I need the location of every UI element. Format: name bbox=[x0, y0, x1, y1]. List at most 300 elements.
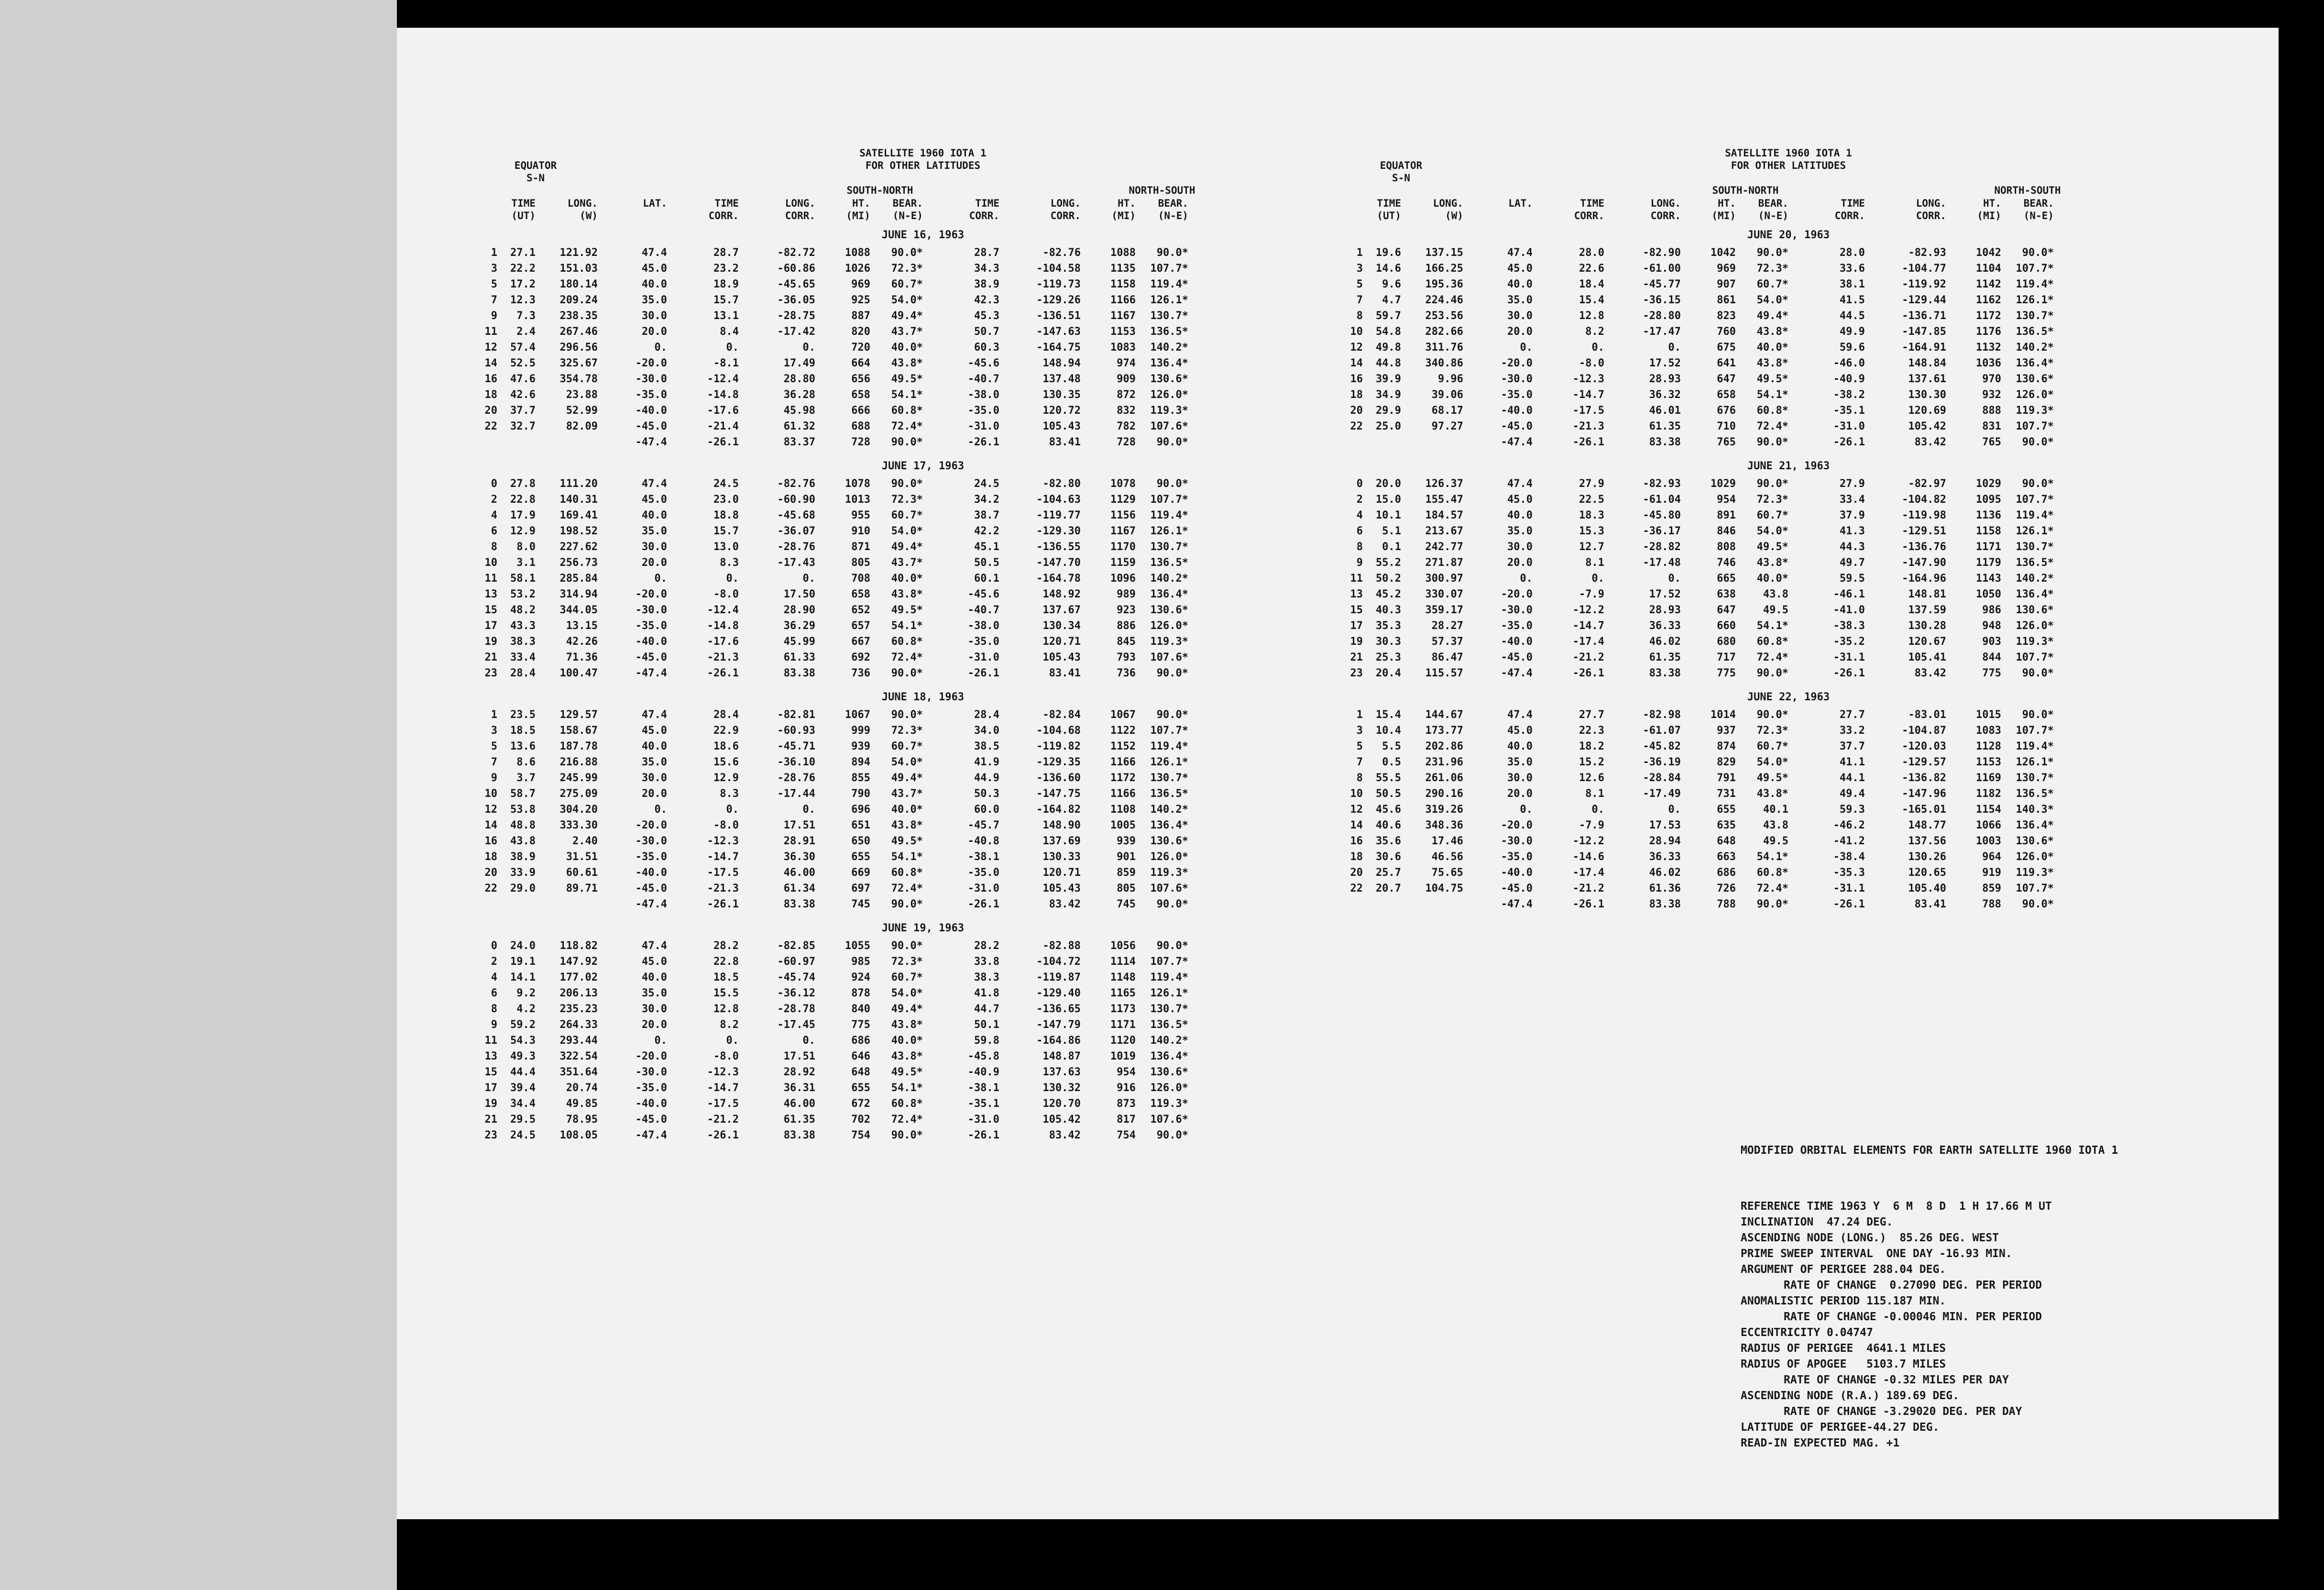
table-cell: 11 bbox=[484, 1035, 497, 1047]
table-row bbox=[1344, 371, 2233, 387]
table-cell: -30.0 bbox=[1501, 835, 1533, 847]
table-cell: 726 bbox=[1717, 883, 1736, 894]
table-cell: 909 bbox=[1117, 373, 1136, 385]
table-cell: 9 bbox=[491, 1019, 497, 1031]
table-cell: 72.3* bbox=[891, 725, 923, 737]
table-cell: 817 bbox=[1117, 1114, 1136, 1126]
table-cell: 1132 bbox=[1976, 342, 2001, 353]
table-cell: 39.9 bbox=[1376, 373, 1401, 385]
table-cell: 728 bbox=[1117, 436, 1136, 448]
table-cell: -30.0 bbox=[1501, 373, 1533, 385]
table-cell: 45.2 bbox=[1376, 588, 1401, 600]
table-cell: 177.02 bbox=[559, 972, 598, 983]
table-cell: -26.1 bbox=[1572, 898, 1604, 910]
table-cell: -12.3 bbox=[1572, 373, 1604, 385]
table-cell: -120.03 bbox=[1902, 740, 1946, 752]
table-cell: -17.47 bbox=[1643, 326, 1681, 338]
table-cell: 775 bbox=[851, 1019, 870, 1031]
table-cell: 22 bbox=[484, 883, 497, 894]
table-cell: 13.15 bbox=[566, 620, 598, 632]
table-cell: 227.62 bbox=[559, 541, 598, 553]
table-cell: -36.19 bbox=[1643, 756, 1681, 768]
table-cell: 28.7 bbox=[974, 247, 999, 259]
table-cell: 40.3 bbox=[1376, 604, 1401, 616]
table-cell: -40.0 bbox=[1501, 867, 1533, 879]
table-cell: -30.0 bbox=[635, 373, 667, 385]
table-cell: -26.1 bbox=[707, 667, 739, 679]
table-cell: 1108 bbox=[1110, 804, 1136, 816]
table-cell: 50.3 bbox=[974, 788, 999, 800]
table-cell: 119.3* bbox=[1150, 405, 1188, 417]
table-cell: 42.3 bbox=[974, 294, 999, 306]
table-cell: 28.0 bbox=[1579, 247, 1604, 259]
table-cell: 8.2 bbox=[720, 1019, 739, 1031]
table-cell: 21 bbox=[484, 651, 497, 663]
table-cell: 1153 bbox=[1110, 326, 1136, 338]
table-cell: -47.4 bbox=[635, 436, 667, 448]
table-cell: -8.0 bbox=[713, 588, 739, 600]
table-cell: 20.0 bbox=[1507, 788, 1533, 800]
table-cell: 15.5 bbox=[713, 987, 739, 999]
table-cell: -35.1 bbox=[967, 1098, 999, 1110]
table-cell: 16 bbox=[1350, 835, 1363, 847]
table-cell: 45.6 bbox=[1376, 804, 1401, 816]
table-cell: 209.24 bbox=[559, 294, 598, 306]
table-cell: 151.03 bbox=[559, 263, 598, 275]
left-south-north-label: SOUTH-NORTH bbox=[846, 185, 913, 196]
table-row bbox=[478, 292, 1368, 308]
table-cell: 12.6 bbox=[1579, 772, 1604, 784]
table-cell: 60.7* bbox=[891, 972, 923, 983]
table-cell: 90.0* bbox=[891, 478, 923, 490]
table-cell: -26.1 bbox=[707, 436, 739, 448]
table-cell: 840 bbox=[851, 1003, 870, 1015]
table-row bbox=[1344, 739, 2233, 754]
table-cell: 60.7* bbox=[1756, 278, 1788, 290]
table-cell: 0. bbox=[802, 342, 815, 353]
table-cell: 49.5 bbox=[1763, 604, 1788, 616]
table-cell: -40.0 bbox=[1501, 405, 1533, 417]
table-cell: 105.41 bbox=[1908, 651, 1946, 663]
table-cell: -47.4 bbox=[635, 898, 667, 910]
table-row bbox=[478, 802, 1368, 817]
right-col-header: LONG. (W) bbox=[1433, 198, 1463, 221]
table-cell: 90.0* bbox=[1156, 247, 1188, 259]
table-cell: 359.17 bbox=[1425, 604, 1463, 616]
table-cell: 36.28 bbox=[783, 389, 815, 401]
table-cell: 47.4 bbox=[642, 247, 667, 259]
table-cell: 49.5* bbox=[1756, 772, 1788, 784]
table-cell: 1170 bbox=[1110, 541, 1136, 553]
table-cell: -35.0 bbox=[967, 867, 999, 879]
table-cell: 692 bbox=[851, 651, 870, 663]
table-cell: 0. bbox=[1668, 573, 1681, 585]
table-cell: -147.79 bbox=[1036, 1019, 1081, 1031]
table-row bbox=[478, 1112, 1368, 1127]
table-cell: 0. bbox=[1668, 804, 1681, 816]
table-cell: -136.71 bbox=[1902, 310, 1946, 322]
table-cell: 22 bbox=[1350, 420, 1363, 432]
table-cell: 8.2 bbox=[1585, 326, 1604, 338]
table-row bbox=[1344, 355, 2233, 371]
table-cell: -38.0 bbox=[967, 620, 999, 632]
table-cell: 136.4* bbox=[2016, 357, 2054, 369]
table-cell: 658 bbox=[1717, 389, 1736, 401]
table-cell: 148.87 bbox=[1042, 1050, 1081, 1062]
table-row bbox=[478, 954, 1368, 970]
table-cell: -136.55 bbox=[1036, 541, 1081, 553]
table-cell: -36.17 bbox=[1643, 525, 1681, 537]
table-cell: 676 bbox=[1717, 405, 1736, 417]
table-cell: 1166 bbox=[1110, 294, 1136, 306]
table-cell: 90.0* bbox=[2022, 478, 2054, 490]
table-cell: 651 bbox=[851, 819, 870, 831]
table-cell: 35.0 bbox=[642, 756, 667, 768]
table-cell: 7 bbox=[1356, 756, 1363, 768]
table-cell: 7 bbox=[1356, 294, 1363, 306]
table-cell: 1152 bbox=[1110, 740, 1136, 752]
table-row bbox=[1344, 865, 2233, 881]
table-cell: -26.1 bbox=[967, 667, 999, 679]
right-col-header: LONG. CORR. bbox=[1650, 198, 1681, 221]
table-cell: 13 bbox=[1350, 588, 1363, 600]
table-cell: 90.0* bbox=[1756, 709, 1788, 721]
table-cell: 844 bbox=[1982, 651, 2001, 663]
table-cell: 120.71 bbox=[1042, 867, 1081, 879]
table-cell: 49.4* bbox=[1756, 310, 1788, 322]
table-cell: 105.42 bbox=[1908, 420, 1946, 432]
table-cell: 901 bbox=[1117, 851, 1136, 863]
table-cell bbox=[1344, 896, 1363, 912]
left-day-block bbox=[478, 919, 1368, 1143]
orbital-element-line: ANOMALISTIC PERIOD 115.187 MIN. bbox=[1741, 1295, 1946, 1307]
table-cell: -28.76 bbox=[777, 772, 815, 784]
table-cell: 22 bbox=[484, 420, 497, 432]
table-cell: 969 bbox=[1717, 263, 1736, 275]
table-cell: 12.7 bbox=[1579, 541, 1604, 553]
table-cell: 6 bbox=[491, 987, 497, 999]
table-row bbox=[478, 865, 1368, 881]
table-row bbox=[1344, 634, 2233, 650]
table-cell: 1050 bbox=[1976, 588, 2001, 600]
table-cell: 924 bbox=[851, 972, 870, 983]
table-cell: 650 bbox=[851, 835, 870, 847]
table-cell: 126.0* bbox=[1150, 1082, 1188, 1094]
table-cell: 120.69 bbox=[1908, 405, 1946, 417]
table-row bbox=[478, 754, 1368, 770]
table-cell: 47.4 bbox=[1507, 478, 1533, 490]
table-cell: 136.5* bbox=[1150, 1019, 1188, 1031]
table-cell: -82.84 bbox=[1042, 709, 1081, 721]
table-cell: 140.2* bbox=[2016, 573, 2054, 585]
table-cell: 0. bbox=[1520, 804, 1533, 816]
table-cell: -119.73 bbox=[1036, 278, 1081, 290]
table-cell: 937 bbox=[1717, 725, 1736, 737]
table-cell: 48.2 bbox=[510, 604, 536, 616]
table-cell: 130.6* bbox=[2016, 373, 2054, 385]
table-cell: 22.2 bbox=[510, 263, 536, 275]
table-cell: 148.90 bbox=[1042, 819, 1081, 831]
table-cell: 40.0* bbox=[891, 342, 923, 353]
table-cell: 30.0 bbox=[642, 310, 667, 322]
table-cell: 296.56 bbox=[559, 342, 598, 353]
table-cell: 28.93 bbox=[1649, 604, 1681, 616]
table-row bbox=[1344, 340, 2233, 355]
table-cell: 83.42 bbox=[1049, 898, 1081, 910]
table-cell: 27.9 bbox=[1579, 478, 1604, 490]
table-cell: -104.63 bbox=[1036, 494, 1081, 506]
scanner-margin bbox=[0, 0, 397, 1590]
table-row bbox=[478, 371, 1368, 387]
table-cell: 1148 bbox=[1110, 972, 1136, 983]
table-cell: 1171 bbox=[1110, 1019, 1136, 1031]
table-cell: 90.0* bbox=[2022, 667, 2054, 679]
table-cell: 43.7* bbox=[891, 326, 923, 338]
table-cell: 38.9 bbox=[510, 851, 536, 863]
table-cell: 8 bbox=[1356, 772, 1363, 784]
table-cell: 59.7 bbox=[1376, 310, 1401, 322]
table-row bbox=[478, 586, 1368, 602]
table-cell: -82.90 bbox=[1643, 247, 1681, 259]
table-cell: -28.82 bbox=[1643, 541, 1681, 553]
table-cell: 8.0 bbox=[516, 541, 536, 553]
table-cell: 60.8* bbox=[1756, 636, 1788, 648]
day-header: JUNE 17, 1963 bbox=[881, 460, 965, 472]
table-cell: 43.8 bbox=[510, 835, 536, 847]
table-cell: 18 bbox=[484, 389, 497, 401]
table-cell: -35.0 bbox=[635, 620, 667, 632]
table-cell: 136.5* bbox=[1150, 326, 1188, 338]
table-cell: 20.0 bbox=[642, 326, 667, 338]
table-cell: 18.6 bbox=[713, 740, 739, 752]
table-cell: 667 bbox=[851, 636, 870, 648]
table-cell: 351.64 bbox=[559, 1066, 598, 1078]
table-cell: -47.4 bbox=[635, 667, 667, 679]
table-cell: 12 bbox=[1350, 342, 1363, 353]
table-cell: -147.70 bbox=[1036, 557, 1081, 569]
orbital-element-line: REFERENCE TIME 1963 Y 6 M 8 D 1 H 17.66 M UT bbox=[1741, 1200, 2052, 1213]
table-cell: 60.7* bbox=[1756, 740, 1788, 752]
table-cell: 49.4* bbox=[891, 310, 923, 322]
table-cell: 1165 bbox=[1110, 987, 1136, 999]
table-cell: 72.4* bbox=[1756, 420, 1788, 432]
table-cell: 648 bbox=[1717, 835, 1736, 847]
table-cell: -164.86 bbox=[1036, 1035, 1081, 1047]
table-cell: 130.7* bbox=[2016, 541, 2054, 553]
table-cell: -104.82 bbox=[1902, 494, 1946, 506]
table-cell: 846 bbox=[1717, 525, 1736, 537]
table-cell: -38.2 bbox=[1833, 389, 1865, 401]
table-cell: 126.37 bbox=[1425, 478, 1463, 490]
table-cell: 28.0 bbox=[1840, 247, 1865, 259]
table-cell: 72.3* bbox=[891, 263, 923, 275]
table-cell: 1013 bbox=[845, 494, 870, 506]
table-cell: -21.3 bbox=[707, 883, 739, 894]
table-row bbox=[478, 308, 1368, 324]
table-cell: 18 bbox=[484, 851, 497, 863]
right-col-header: LONG. CORR. bbox=[1916, 198, 1946, 221]
table-cell: -14.8 bbox=[707, 620, 739, 632]
table-cell: -28.76 bbox=[777, 541, 815, 553]
table-cell: -82.76 bbox=[1042, 247, 1081, 259]
table-cell: 107.7* bbox=[2016, 725, 2054, 737]
table-cell: 202.86 bbox=[1425, 740, 1463, 752]
table-cell: 8.4 bbox=[720, 326, 739, 338]
table-cell: -82.98 bbox=[1643, 709, 1681, 721]
table-cell: -36.12 bbox=[777, 987, 815, 999]
table-cell: 18 bbox=[1350, 389, 1363, 401]
table-cell: -14.8 bbox=[707, 389, 739, 401]
table-cell: 18.2 bbox=[1579, 740, 1604, 752]
table-cell: 55.2 bbox=[1376, 557, 1401, 569]
table-cell: -17.5 bbox=[707, 1098, 739, 1110]
table-cell: -31.1 bbox=[1833, 651, 1865, 663]
orbital-element-line: ARGUMENT OF PERIGEE 288.04 DEG. bbox=[1741, 1263, 1946, 1276]
table-cell: -47.4 bbox=[1501, 436, 1533, 448]
table-row bbox=[478, 786, 1368, 802]
table-cell: 0. bbox=[802, 573, 815, 585]
table-cell: -38.1 bbox=[967, 1082, 999, 1094]
table-cell: 16 bbox=[484, 373, 497, 385]
table-cell: 60.7* bbox=[891, 509, 923, 521]
table-cell: 0. bbox=[654, 1035, 667, 1047]
table-cell: -17.6 bbox=[707, 636, 739, 648]
table-cell: 137.56 bbox=[1908, 835, 1946, 847]
table-cell: 58.1 bbox=[510, 573, 536, 585]
left-column-headers bbox=[478, 197, 1188, 222]
table-cell: 18.3 bbox=[1579, 509, 1604, 521]
table-cell: 245.99 bbox=[559, 772, 598, 784]
table-cell: -26.1 bbox=[1833, 667, 1865, 679]
table-cell: 35.0 bbox=[642, 525, 667, 537]
table-cell: 126.1* bbox=[2016, 756, 2054, 768]
table-cell: 72.3* bbox=[891, 494, 923, 506]
table-cell: 72.4* bbox=[891, 1114, 923, 1126]
table-cell: 344.05 bbox=[559, 604, 598, 616]
table-cell: 130.6* bbox=[1150, 604, 1188, 616]
table-cell: 45.99 bbox=[783, 636, 815, 648]
table-cell: 293.44 bbox=[559, 1035, 598, 1047]
table-cell: 872 bbox=[1117, 389, 1136, 401]
table-cell: 746 bbox=[1717, 557, 1736, 569]
table-cell: 19 bbox=[1350, 636, 1363, 648]
left-sn-label: S-N bbox=[526, 172, 545, 184]
table-cell: 8 bbox=[1356, 541, 1363, 553]
table-cell: 0. bbox=[802, 1035, 815, 1047]
table-cell: 47.4 bbox=[642, 709, 667, 721]
table-cell: 20.0 bbox=[1376, 478, 1401, 490]
table-cell: 15.3 bbox=[1579, 525, 1604, 537]
right-day-blocks bbox=[1344, 226, 2233, 912]
table-cell: -20.0 bbox=[1501, 588, 1533, 600]
table-cell: -40.8 bbox=[967, 835, 999, 847]
table-cell: -45.0 bbox=[635, 420, 667, 432]
table-cell: 954 bbox=[1717, 494, 1736, 506]
table-cell: 1067 bbox=[1110, 709, 1136, 721]
table-cell: -45.77 bbox=[1643, 278, 1681, 290]
table-cell: 1096 bbox=[1110, 573, 1136, 585]
table-cell: -28.84 bbox=[1643, 772, 1681, 784]
orbital-elements-lines bbox=[1741, 1199, 2118, 1451]
table-cell: -119.98 bbox=[1902, 509, 1946, 521]
left-day-block bbox=[478, 457, 1368, 681]
table-cell: 910 bbox=[851, 525, 870, 537]
table-cell: 0.1 bbox=[1382, 541, 1401, 553]
table-cell: 158.67 bbox=[559, 725, 598, 737]
table-cell: 90.0* bbox=[1756, 667, 1788, 679]
table-cell: 130.6* bbox=[1150, 1066, 1188, 1078]
table-cell: -30.0 bbox=[635, 1066, 667, 1078]
table-cell: 0. bbox=[1591, 573, 1604, 585]
table-cell: -20.0 bbox=[1501, 357, 1533, 369]
table-cell: 19.6 bbox=[1376, 247, 1401, 259]
table-cell: 30.0 bbox=[1507, 772, 1533, 784]
table-cell: 1 bbox=[491, 247, 497, 259]
table-cell: 17.9 bbox=[510, 509, 536, 521]
table-cell: 765 bbox=[1982, 436, 2001, 448]
table-cell: 40.0 bbox=[642, 740, 667, 752]
table-cell: 24.5 bbox=[510, 1129, 536, 1141]
table-cell: 15.4 bbox=[1579, 294, 1604, 306]
table-cell: 60.61 bbox=[566, 867, 598, 879]
table-cell: -82.93 bbox=[1643, 478, 1681, 490]
table-cell: 10 bbox=[1350, 326, 1363, 338]
table-cell: 43.7* bbox=[891, 557, 923, 569]
table-cell: -17.6 bbox=[707, 405, 739, 417]
table-row bbox=[478, 723, 1368, 739]
table-cell: 985 bbox=[851, 956, 870, 968]
table-cell: 35.0 bbox=[642, 987, 667, 999]
table-cell: 669 bbox=[851, 867, 870, 879]
table-row bbox=[478, 770, 1368, 786]
table-cell: 27.8 bbox=[510, 478, 536, 490]
table-cell: 57.4 bbox=[510, 342, 536, 353]
table-cell: 782 bbox=[1117, 420, 1136, 432]
table-cell: 686 bbox=[1717, 867, 1736, 879]
table-cell: 29.0 bbox=[510, 883, 536, 894]
table-row bbox=[1344, 786, 2233, 802]
table-cell: -45.0 bbox=[1501, 651, 1533, 663]
table-cell: -40.0 bbox=[635, 405, 667, 417]
table-cell: 118.82 bbox=[559, 940, 598, 952]
table-cell: -36.07 bbox=[777, 525, 815, 537]
table-cell: 17 bbox=[484, 1082, 497, 1094]
table-cell: 0. bbox=[726, 342, 739, 353]
table-cell: -35.0 bbox=[635, 1082, 667, 1094]
table-cell: -40.9 bbox=[967, 1066, 999, 1078]
table-cell: 1083 bbox=[1976, 725, 2001, 737]
table-cell: 44.5 bbox=[1840, 310, 1865, 322]
table-cell: 130.6* bbox=[2016, 604, 2054, 616]
table-cell: 1153 bbox=[1976, 756, 2001, 768]
table-cell: 42.6 bbox=[510, 389, 536, 401]
table-cell: 75.65 bbox=[1431, 867, 1463, 879]
table-cell: 68.17 bbox=[1431, 405, 1463, 417]
table-cell: 45.98 bbox=[783, 405, 815, 417]
table-cell: 36.32 bbox=[1649, 389, 1681, 401]
table-cell: 83.38 bbox=[1649, 667, 1681, 679]
orbital-elements-title: MODIFIED ORBITAL ELEMENTS FOR EARTH SATELLITE 1960 IOTA 1 bbox=[1741, 1144, 2118, 1157]
table-cell: -35.0 bbox=[1501, 620, 1533, 632]
table-cell: 30.0 bbox=[642, 1003, 667, 1015]
table-row bbox=[478, 508, 1368, 523]
table-cell: 126.0* bbox=[2016, 620, 2054, 632]
table-cell: 126.0* bbox=[1150, 620, 1188, 632]
table-cell: 4.7 bbox=[1382, 294, 1401, 306]
table-cell: 49.85 bbox=[566, 1098, 598, 1110]
table-cell: 267.46 bbox=[559, 326, 598, 338]
table-cell: 923 bbox=[1117, 604, 1136, 616]
